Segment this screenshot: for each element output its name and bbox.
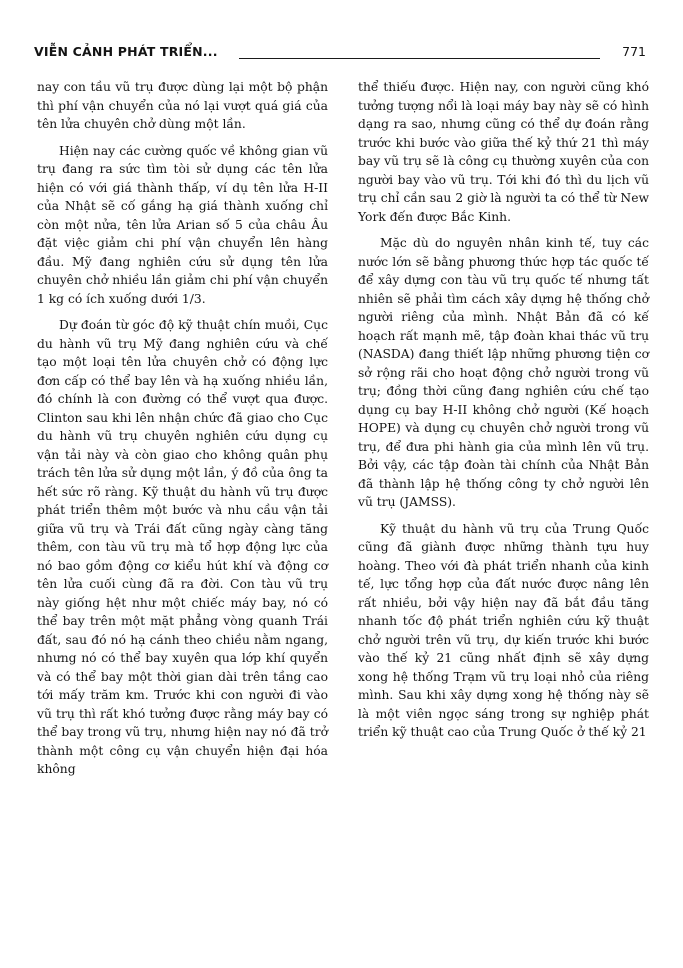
paragraph: thể thiếu được. Hiện nay, con người cũng khó tưởng tượng nổi là loại máy bay này sẽ có hình dạng ra sao, nhưng cũng có thể dự đoán rằng trước khi bước vào giữa thế kỷ thứ 21 thì máy bay vũ trụ sẽ là công cụ thường xuyên của con người bay vào vũ trụ. Tới khi đó thì du lịch vũ trụ chỉ cần sau 2 giờ là người ta có thể từ New York đến được Bắc Kinh. bbox=[358, 80, 649, 224]
page-number: 771 bbox=[622, 44, 646, 59]
paragraph: Mặc dù do nguyên nhân kinh tế, tuy các nước lớn sẽ bằng phương thức hợp tác quốc tế để xây dựng con tàu vũ trụ quốc tế nhưng tất nhiên sẽ phải tìm cách xây dựng hệ thống chở người riêng của mình. Nhật Bản đã có kế hoạch rất mạnh mẽ, tập đoàn khai thác vũ trụ (NASDA) đang thiết lập những phương tiện cơ sở rộng rãi cho hoạt động chở người trong vũ trụ; đồng thời cũng đang nghiên cứu chế tạo dụng cụ bay H-II không chở người (Kế hoạch HOPE) và dụng cụ chuyên chở người trong vũ trụ, để đưa phi hành gia của mình lên vũ trụ. Bởi vậy, các tập đoàn tài chính của Nhật Bản đã thành lập hệ thống công ty chở người lên vũ trụ (JAMSS). bbox=[358, 236, 649, 509]
running-header bbox=[34, 44, 646, 64]
header-rule bbox=[239, 58, 600, 59]
paragraph: Hiện nay các cường quốc về không gian vũ trụ đang ra sức tìm tòi sử dụng các tên lửa hiện có với giá thành thấp, ví dụ tên lửa H-II của Nhật sẽ cố gắng hạ giá thành xuống chỉ còn một nửa, tên lửa Arian số 5 của châu Âu đặt việc giảm chi phí vận chuyển lên hàng đầu. Mỹ đang nghiên cứu sử dụng tên lửa chuyên chở nhiều lần giảm chi phí vận chuyển 1 kg có ích xuống dưới 1/3. bbox=[37, 143, 328, 306]
left-column bbox=[37, 78, 328, 787]
paragraph: Kỹ thuật du hành vũ trụ của Trung Quốc cũng đã giành được những thành tựu huy hoàng. Theo với đà phát triển nhanh của kinh tế, lực tổng hợp của đất nước được nâng lên rất nhiều, bởi vậy hiện nay đã bắt đầu tăng nhanh tốc độ phát triển nghiên cứu kỹ thuật chở người trên vũ trụ, dự kiến trước khi bước vào thế kỷ 21 cũng nhất định sẽ xây dựng xong hệ thống Trạm vũ trụ loại nhỏ của riêng mình. Sau khi xây dựng xong hệ thống này sẽ là một viên ngọc sáng trong sự nghiệp phát triển kỹ thuật cao của Trung Quốc ở thế kỷ 21 bbox=[358, 521, 649, 739]
paragraph: nay con tầu vũ trụ được dùng lại một bộ phận thì phí vận chuyển của nó lại vượt quá giá của tên lửa chuyên chở dùng một lần. bbox=[37, 80, 328, 131]
right-column bbox=[358, 78, 649, 750]
paragraph: Dự đoán từ góc độ kỹ thuật chín muồi, Cục du hành vũ trụ Mỹ đang nghiên cứu và chế tạo một loại tên lửa chuyên chở có động lực đơn cấp có thể bay lên và hạ xuống nhiều lần, đó chính là con đường có thể vượt qua được. Clinton sau khi lên nhận chức đã giao cho Cục du hành vũ trụ chuyên nghiên cứu dụng cụ vận tải này và còn giao cho không quân phụ trách tên lửa sử dụng một lần, ý đồ của ông ta hết sức rõ ràng. Kỹ thuật du hành vũ trụ được phát triển thêm một bước và nhu cầu vận tải giữa vũ trụ và Trái đất cũng ngày càng tăng thêm, con tàu vũ trụ mà tổ hợp động lực của nó bao gồm động cơ kiểu hút khí và động cơ tên lửa cuối cùng đã ra đời. Con tàu vũ trụ này giống hệt như một chiếc máy bay, nó có thể bay trên một mặt phẳng vòng quanh Trái đất, sau đó nó hạ cánh theo chiều nằm ngang, nhưng nó có thể bay xuyên qua lớp khí quyển và có thể bay một thời gian dài trên tầng cao tới mấy trăm km. Trước khi con người đi vào vũ trụ thì rất khó tưởng được rằng máy bay có thể bay trong vũ trụ, nhưng hiện nay nó đã trở thành một công cụ vận chuyển hiện đại hóa không bbox=[37, 318, 328, 776]
chapter-title: VIỄN CẢNH PHÁT TRIỂN... bbox=[34, 44, 218, 59]
